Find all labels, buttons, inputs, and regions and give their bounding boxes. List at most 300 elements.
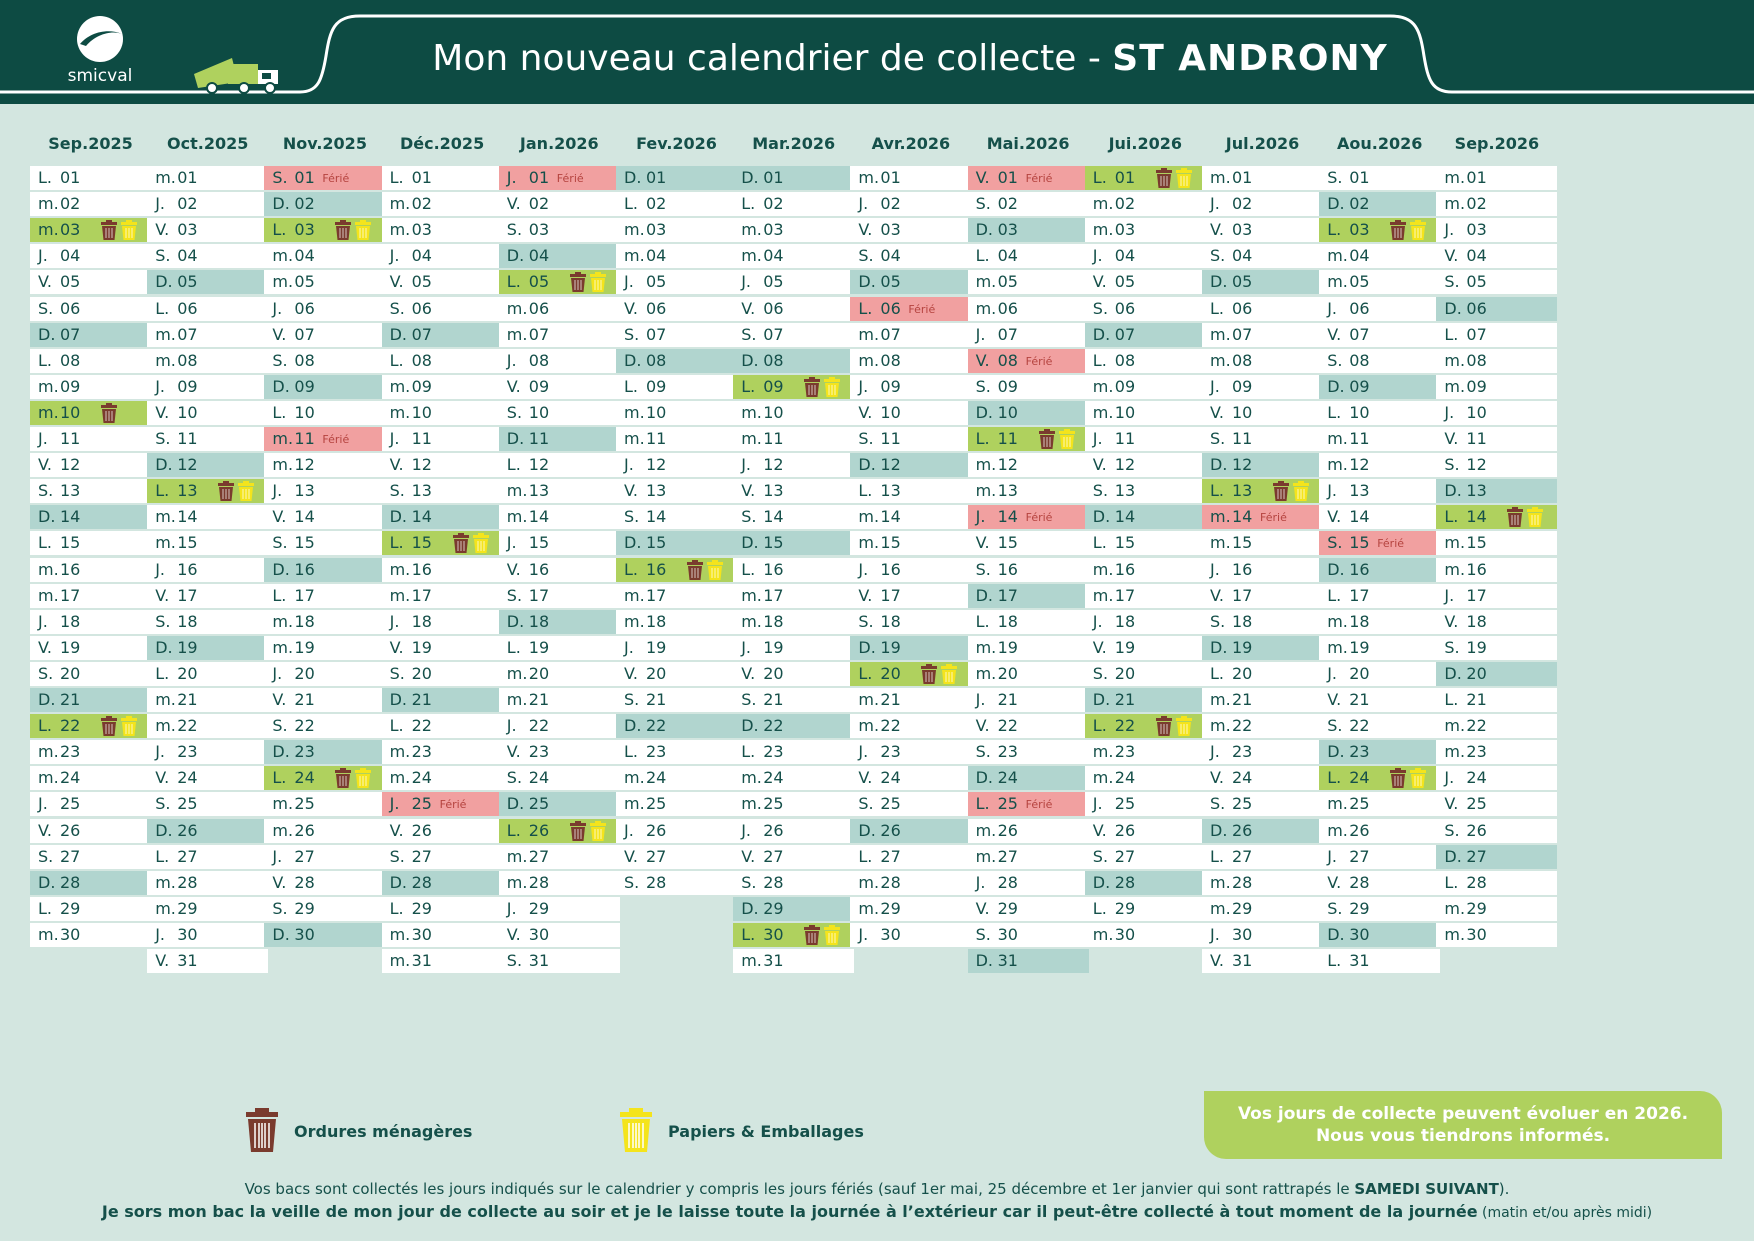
- day-number: 24: [880, 768, 901, 788]
- day-cell: [1319, 714, 1440, 738]
- day-cell: [1202, 610, 1323, 634]
- day-number: 09: [411, 376, 432, 396]
- day-number: 08: [1114, 350, 1136, 370]
- day-letter: D.: [975, 402, 993, 422]
- day-cell: [30, 819, 151, 843]
- day-letter: L.: [741, 194, 756, 214]
- day-number: 18: [411, 611, 432, 631]
- day-cell: [850, 897, 971, 921]
- day-number: 22: [1114, 716, 1136, 736]
- day-cell: [1436, 740, 1557, 764]
- month-column: [850, 130, 971, 944]
- day-cell: [1085, 740, 1206, 764]
- day-number: 13: [997, 481, 1018, 501]
- day-letter: L.: [858, 663, 873, 683]
- day-letter: m.: [975, 455, 997, 475]
- day-letter: J.: [38, 794, 48, 814]
- day-cell: [147, 688, 268, 712]
- day-number: 02: [1232, 194, 1253, 214]
- day-number: 22: [294, 716, 315, 736]
- day-letter: m.: [272, 246, 294, 266]
- day-cell: [1319, 218, 1440, 242]
- day-number: 06: [880, 298, 901, 318]
- day-number: 21: [646, 690, 667, 709]
- day-number: 19: [294, 637, 315, 657]
- day-cell: [1319, 662, 1440, 686]
- day-letter: m.: [975, 846, 997, 866]
- day-letter: D.: [389, 324, 407, 344]
- month-header: Oct.2025: [167, 134, 249, 153]
- legend-household-label: Ordures ménagères: [294, 1122, 473, 1141]
- day-number: 26: [411, 820, 432, 840]
- recycling-bin-icon: [1058, 429, 1076, 449]
- day-cell: [264, 766, 385, 790]
- day-cell: [616, 662, 737, 686]
- day-number: 17: [1232, 585, 1253, 605]
- day-number: 12: [763, 455, 784, 475]
- day-number: 31: [1232, 951, 1253, 970]
- day-cell: [968, 845, 1089, 869]
- day-number: 21: [1349, 690, 1370, 709]
- day-cell: [1202, 323, 1323, 347]
- day-cell: [1085, 662, 1206, 686]
- day-cell: [850, 688, 971, 712]
- day-letter: S.: [858, 794, 874, 814]
- day-letter: L.: [624, 194, 638, 214]
- day-letter: D.: [506, 794, 525, 814]
- day-number: 27: [880, 846, 901, 866]
- month-header: Sep.2026: [1454, 134, 1540, 153]
- day-cell: [30, 792, 151, 816]
- day-letter: L.: [1444, 872, 1459, 892]
- day-cell: [968, 427, 1089, 451]
- collection-icons: [1155, 168, 1195, 188]
- day-cell: [30, 166, 151, 190]
- day-number: 04: [60, 246, 81, 266]
- day-letter: m.: [1444, 716, 1466, 736]
- day-cell: [264, 714, 385, 738]
- day-letter: S.: [741, 872, 757, 892]
- day-letter: L.: [975, 611, 990, 631]
- day-letter: S.: [624, 690, 640, 709]
- day-letter: D.: [741, 716, 759, 736]
- day-cell: [30, 610, 151, 634]
- day-letter: S.: [858, 611, 874, 631]
- day-cell: [1085, 531, 1206, 555]
- day-number: 07: [1232, 324, 1253, 344]
- day-cell: [499, 949, 620, 973]
- day-number: 29: [528, 898, 550, 918]
- day-letter: J.: [155, 559, 165, 579]
- day-letter: L.: [38, 168, 52, 187]
- day-cell: [850, 349, 971, 373]
- month-column: [1319, 130, 1440, 970]
- day-number: 02: [177, 194, 198, 214]
- day-number: 11: [411, 429, 432, 448]
- day-letter: m.: [1444, 742, 1466, 762]
- day-cell: [264, 923, 385, 947]
- day-cell: [147, 819, 268, 843]
- household-bin-icon: [100, 716, 118, 736]
- day-number: 10: [60, 402, 81, 422]
- day-number: 06: [1349, 298, 1370, 318]
- day-cell: [264, 531, 385, 555]
- day-cell: [1319, 505, 1440, 529]
- collection-icons: [803, 925, 843, 945]
- day-letter: L.: [155, 298, 170, 318]
- day-number: 14: [763, 507, 784, 527]
- day-cell: [264, 427, 385, 451]
- day-number: 02: [880, 194, 901, 214]
- month-header: Aou.2026: [1337, 134, 1423, 153]
- day-cell: [968, 349, 1089, 373]
- day-cell: [1436, 270, 1557, 294]
- collection-icons: [334, 768, 374, 788]
- day-cell: [733, 270, 854, 294]
- day-number: 30: [880, 924, 901, 944]
- day-cell: [1319, 610, 1440, 634]
- day-cell: [850, 401, 971, 425]
- day-cell: [1202, 531, 1323, 555]
- day-cell: [616, 323, 737, 347]
- day-cell: [382, 584, 503, 608]
- recycling-bin-icon: [940, 664, 958, 684]
- day-number: 09: [997, 376, 1018, 396]
- day-cell: [616, 636, 737, 660]
- day-number: 14: [1114, 507, 1136, 527]
- title-commune: ST ANDRONY: [1112, 38, 1388, 79]
- day-number: 29: [60, 898, 81, 918]
- day-letter: m.: [1444, 898, 1466, 918]
- day-cell: [382, 297, 503, 321]
- day-letter: L.: [38, 350, 52, 370]
- day-number: 29: [1232, 898, 1253, 918]
- day-letter: V.: [858, 220, 873, 240]
- day-cell: [616, 453, 737, 477]
- day-number: 30: [1232, 924, 1253, 944]
- day-cell: [1085, 270, 1206, 294]
- day-letter: L.: [1210, 298, 1224, 318]
- day-number: 29: [880, 898, 901, 918]
- day-cell: [499, 297, 620, 321]
- day-number: 18: [60, 611, 81, 631]
- day-number: 23: [1466, 742, 1487, 762]
- day-number: 05: [1349, 272, 1370, 292]
- day-number: 05: [1114, 272, 1136, 292]
- day-cell: [968, 636, 1089, 660]
- day-cell: [1436, 479, 1557, 503]
- day-number: 01: [528, 168, 550, 187]
- holiday-label: Férié: [556, 172, 584, 185]
- day-letter: m.: [624, 585, 645, 605]
- day-number: 28: [411, 872, 432, 892]
- collection-icons: [217, 481, 257, 501]
- day-number: 11: [997, 429, 1018, 448]
- day-number: 08: [1349, 350, 1370, 370]
- day-cell: [499, 558, 620, 582]
- day-number: 04: [528, 246, 550, 266]
- month-header: Avr.2026: [871, 134, 951, 153]
- day-cell: [382, 949, 503, 973]
- day-number: 03: [1349, 220, 1370, 240]
- day-number: 16: [60, 559, 81, 579]
- day-number: 08: [880, 350, 901, 370]
- day-cell: [1085, 479, 1206, 503]
- day-cell: [1085, 297, 1206, 321]
- day-letter: m.: [858, 324, 880, 344]
- day-letter: L.: [1210, 481, 1224, 501]
- day-cell: [30, 584, 151, 608]
- recycling-bin-icon: [1175, 168, 1193, 188]
- day-number: 29: [294, 898, 315, 918]
- day-cell: [30, 871, 151, 895]
- day-cell: [968, 166, 1089, 190]
- day-cell: [616, 845, 737, 869]
- day-letter: L.: [975, 429, 990, 448]
- collection-icons: [100, 220, 140, 240]
- day-cell: [382, 636, 503, 660]
- day-cell: [733, 792, 854, 816]
- day-cell: [968, 897, 1089, 921]
- day-letter: m.: [1092, 194, 1114, 214]
- day-cell: [1436, 923, 1557, 947]
- day-letter: D.: [38, 690, 56, 709]
- day-cell: [1436, 244, 1557, 268]
- day-cell: [382, 819, 503, 843]
- day-number: 15: [763, 533, 784, 553]
- day-letter: L.: [506, 820, 521, 840]
- day-letter: m.: [1444, 533, 1466, 553]
- day-letter: V.: [389, 820, 404, 840]
- day-letter: L.: [506, 455, 521, 475]
- day-cell: [733, 949, 854, 973]
- day-number: 03: [60, 220, 81, 240]
- day-letter: L.: [389, 350, 404, 370]
- day-letter: S.: [975, 924, 991, 944]
- day-number: 11: [1349, 429, 1370, 448]
- day-number: 25: [997, 794, 1018, 814]
- day-letter: V.: [38, 272, 52, 292]
- day-number: 10: [1114, 402, 1136, 422]
- day-letter: m.: [1327, 429, 1348, 448]
- day-number: 10: [411, 402, 432, 422]
- day-letter: J.: [741, 820, 751, 840]
- day-number: 04: [177, 246, 198, 266]
- collection-icons: [569, 821, 609, 841]
- month-header: Déc.2025: [399, 134, 485, 153]
- day-number: 22: [880, 716, 901, 736]
- day-cell: [264, 897, 385, 921]
- day-number: 18: [997, 611, 1018, 631]
- logo-text: smicval: [67, 66, 133, 86]
- day-cell: [616, 714, 737, 738]
- day-cell: [616, 218, 737, 242]
- day-cell: [147, 349, 268, 373]
- day-letter: V.: [741, 298, 756, 318]
- day-number: 31: [997, 951, 1018, 970]
- day-number: 01: [177, 168, 198, 187]
- day-letter: L.: [1444, 324, 1459, 344]
- day-letter: L.: [741, 559, 756, 579]
- day-letter: L.: [1092, 350, 1107, 370]
- day-letter: J.: [975, 690, 986, 709]
- day-cell: [1202, 897, 1323, 921]
- collection-icons: [1389, 768, 1429, 788]
- month-column: [499, 130, 620, 970]
- day-cell: [1436, 453, 1557, 477]
- day-number: 28: [1114, 872, 1136, 892]
- day-number: 13: [646, 481, 667, 501]
- day-letter: L.: [1092, 898, 1107, 918]
- day-cell: [1436, 584, 1557, 608]
- day-letter: D.: [1444, 481, 1462, 501]
- day-cell: [382, 845, 503, 869]
- household-bin-icon: [244, 1108, 280, 1152]
- day-letter: m.: [624, 794, 645, 814]
- day-number: 09: [1349, 376, 1370, 396]
- day-cell: [1202, 662, 1323, 686]
- day-letter: S.: [506, 220, 523, 240]
- day-letter: D.: [389, 690, 407, 709]
- day-letter: S.: [1092, 846, 1109, 866]
- day-letter: L.: [624, 376, 638, 396]
- day-letter: L.: [155, 846, 170, 866]
- day-letter: J.: [975, 507, 986, 527]
- day-number: 01: [997, 168, 1018, 187]
- day-cell: [30, 479, 151, 503]
- day-cell: [30, 297, 151, 321]
- collection-icons: [1272, 481, 1312, 501]
- day-cell: [30, 244, 151, 268]
- day-number: 12: [997, 455, 1018, 475]
- day-cell: [264, 688, 385, 712]
- day-letter: V.: [741, 663, 756, 683]
- day-letter: D.: [272, 376, 290, 396]
- recycling-bin-icon: [1292, 481, 1310, 501]
- day-cell: [1085, 584, 1206, 608]
- day-letter: m.: [389, 376, 411, 396]
- day-cell: [1085, 897, 1206, 921]
- day-number: 06: [60, 298, 81, 318]
- day-number: 25: [294, 794, 315, 814]
- day-letter: m.: [1210, 350, 1231, 370]
- day-cell: [616, 479, 737, 503]
- day-letter: L.: [858, 846, 873, 866]
- day-cell: [968, 297, 1089, 321]
- day-letter: m.: [975, 663, 997, 683]
- day-number: 21: [1232, 690, 1253, 709]
- day-cell: [1202, 479, 1323, 503]
- day-letter: V.: [389, 637, 404, 657]
- day-number: 17: [763, 585, 784, 605]
- day-letter: m.: [858, 533, 880, 553]
- day-cell: [1319, 479, 1440, 503]
- day-number: 25: [60, 794, 81, 814]
- day-cell: [1202, 297, 1323, 321]
- day-number: 08: [177, 350, 198, 370]
- day-number: 11: [1466, 429, 1487, 448]
- day-number: 24: [528, 768, 550, 788]
- day-number: 25: [1232, 794, 1253, 814]
- collection-icons: [686, 560, 726, 580]
- collection-icons: [100, 403, 120, 423]
- day-letter: m.: [975, 481, 997, 501]
- day-number: 30: [528, 924, 550, 944]
- day-letter: m.: [624, 220, 645, 240]
- day-cell: [850, 923, 971, 947]
- day-number: 27: [763, 846, 784, 866]
- day-number: 28: [1349, 872, 1370, 892]
- day-number: 12: [177, 455, 198, 475]
- day-number: 10: [880, 402, 901, 422]
- day-number: 02: [411, 194, 432, 214]
- recycling-bin-icon: [589, 272, 607, 292]
- day-number: 26: [294, 820, 315, 840]
- day-cell: [733, 375, 854, 399]
- month-column: [733, 130, 854, 970]
- day-cell: [499, 819, 620, 843]
- day-letter: m.: [506, 507, 528, 527]
- day-cell: [1436, 349, 1557, 373]
- day-number: 26: [646, 820, 667, 840]
- day-number: 24: [646, 768, 667, 788]
- day-number: 19: [646, 637, 667, 657]
- day-cell: [616, 766, 737, 790]
- day-letter: m.: [1092, 924, 1114, 944]
- day-letter: V.: [272, 872, 287, 892]
- day-number: 03: [294, 220, 315, 240]
- day-number: 02: [1466, 194, 1487, 214]
- day-number: 21: [411, 690, 432, 709]
- day-letter: D.: [975, 220, 993, 240]
- day-letter: S.: [506, 768, 523, 788]
- day-number: 25: [177, 794, 198, 814]
- day-cell: [733, 662, 854, 686]
- day-number: 24: [411, 768, 432, 788]
- day-cell: [1085, 766, 1206, 790]
- day-cell: [616, 375, 737, 399]
- day-letter: V.: [506, 376, 521, 396]
- day-number: 13: [294, 481, 315, 501]
- day-letter: L.: [1092, 716, 1107, 736]
- day-number: 04: [1232, 246, 1253, 266]
- day-number: 25: [1114, 794, 1136, 814]
- day-letter: D.: [506, 246, 525, 266]
- day-cell: [733, 479, 854, 503]
- day-cell: [968, 270, 1089, 294]
- day-number: 05: [60, 272, 81, 292]
- day-number: 04: [294, 246, 315, 266]
- day-number: 16: [528, 559, 550, 579]
- day-number: 21: [528, 690, 550, 709]
- day-letter: m.: [155, 507, 176, 527]
- day-number: 22: [1466, 716, 1487, 736]
- day-letter: L.: [155, 663, 170, 683]
- day-letter: D.: [389, 872, 407, 892]
- day-letter: S.: [1327, 898, 1343, 918]
- day-number: 02: [294, 194, 315, 214]
- day-number: 28: [646, 872, 667, 892]
- day-cell: [1319, 558, 1440, 582]
- day-letter: J.: [272, 663, 283, 683]
- day-number: 12: [646, 455, 667, 475]
- notice-box: [1204, 1091, 1722, 1159]
- day-cell: [616, 505, 737, 529]
- day-cell: [499, 584, 620, 608]
- day-number: 25: [528, 794, 550, 814]
- day-letter: L.: [1327, 951, 1342, 970]
- day-number: 02: [997, 194, 1018, 214]
